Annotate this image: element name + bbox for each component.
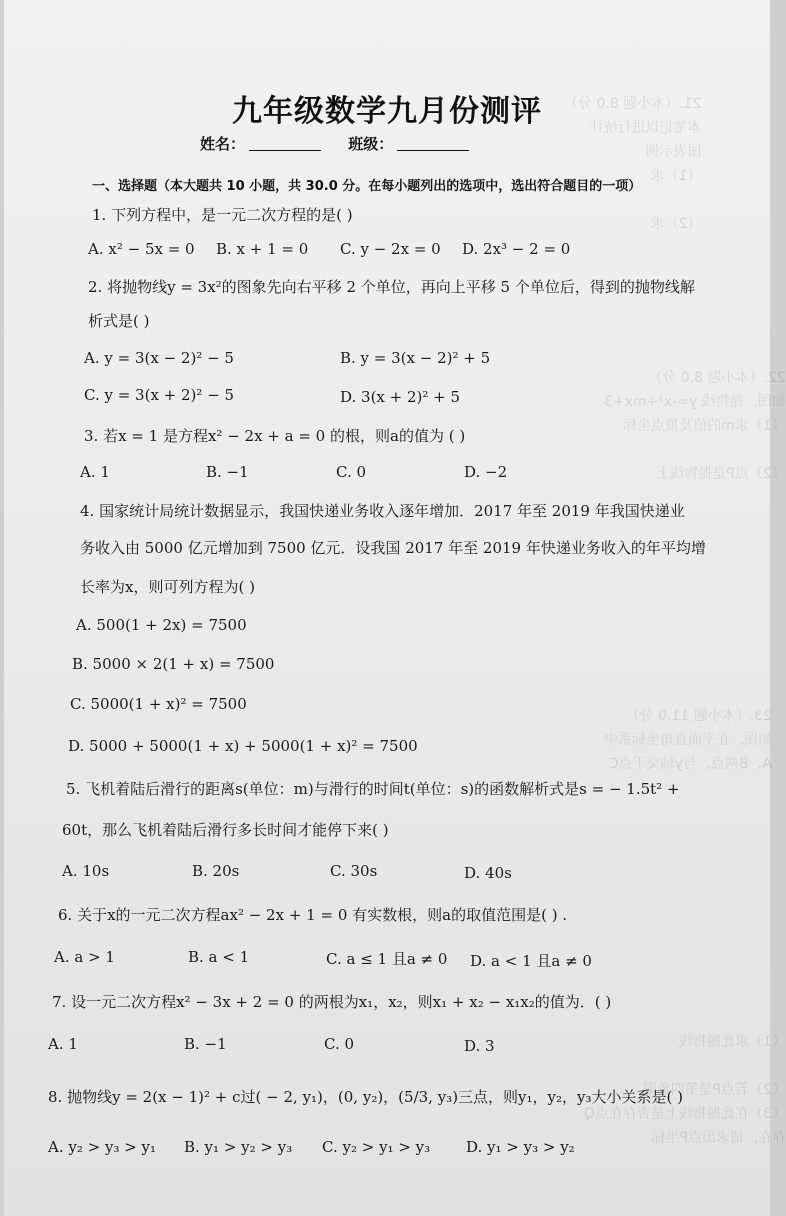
- question-8-option-a: A. y₂ > y₃ > y₁: [48, 1138, 157, 1156]
- name-label: 姓名：: [200, 135, 246, 153]
- question-3: 3. 若x = 1 是方程x² − 2x + a = 0 的根，则a的值为 ( ): [84, 427, 466, 445]
- question-3-option-d: D. −2: [464, 463, 508, 481]
- question-7-option-d: D. 3: [464, 1037, 495, 1055]
- question-7: 7. 设一元二次方程x² − 3x + 2 = 0 的两根为x₁，x₂，则x₁ + x₂ − x₁x₂的值为．( ): [52, 993, 612, 1011]
- question-3-option-a: A. 1: [80, 463, 110, 481]
- question-1-option-d: D. 2x³ − 2 = 0: [462, 240, 571, 258]
- question-8-option-d: D. y₁ > y₃ > y₂: [466, 1138, 575, 1156]
- question-6-option-c: C. a ≤ 1 且a ≠ 0: [326, 950, 448, 968]
- question-7-option-a: A. 1: [48, 1035, 78, 1053]
- class-blank: [397, 136, 469, 151]
- question-1-option-a: A. x² − 5x = 0: [88, 240, 195, 258]
- question-5-option-c: C. 30s: [330, 862, 378, 880]
- question-7-option-b: B. −1: [184, 1035, 227, 1053]
- question-4-option-a: A. 500(1 + 2x) = 7500: [76, 616, 247, 634]
- question-2-option-c: C. y = 3(x + 2)² − 5: [84, 386, 235, 404]
- question-6-option-b: B. a < 1: [188, 948, 250, 966]
- bleed-through-text: 23.（本小题 11.0 分） 如图，在平面直角坐标系中 A、B两点，与y轴交于点C: [604, 708, 772, 772]
- question-1-option-b: B. x + 1 = 0: [216, 240, 309, 258]
- bleed-through-text: 21.（本小题 8.0 分） 本笔记以进行统计 图表示例 （1）求 （2）求: [564, 96, 702, 232]
- question-8-option-c: C. y₂ > y₁ > y₃: [322, 1138, 431, 1156]
- question-2-option-d: D. 3(x + 2)² + 5: [340, 388, 461, 406]
- question-2-option-b: B. y = 3(x − 2)² + 5: [340, 349, 491, 367]
- question-5-option-b: B. 20s: [192, 862, 240, 880]
- question-8-option-b: B. y₁ > y₂ > y₃: [184, 1138, 293, 1156]
- question-4-option-b: B. 5000 × 2(1 + x) = 7500: [72, 655, 275, 673]
- question-5-option-d: D. 40s: [464, 864, 512, 882]
- question-3-option-b: B. −1: [206, 463, 249, 481]
- question-5-line-1: 5. 飞机着陆后滑行的距离s(单位：m)与滑行的时间t(单位：s)的函数解析式是s = − 1.5t² +: [66, 780, 680, 798]
- question-6-option-d: D. a < 1 且a ≠ 0: [470, 952, 592, 970]
- bleed-through-text: （1）求此抛物线 （2）若点P是第四象限 （3）在此抛物线上是否存在点Q 存在，请求出点P坐标: [584, 1034, 786, 1146]
- question-2-line-1: 2. 将抛物线y = 3x²的图象先向右平移 2 个单位，再向上平移 5 个单位后，得到的抛物线解: [88, 278, 695, 296]
- question-7-option-c: C. 0: [324, 1035, 355, 1053]
- student-info-line: [200, 133, 491, 154]
- question-4-line-3: 长率为x，则可列方程为( ): [80, 578, 255, 596]
- name-blank: [249, 136, 321, 151]
- question-1-option-c: C. y − 2x = 0: [340, 240, 441, 258]
- question-8: 8. 抛物线y = 2(x − 1)² + c过( − 2, y₁)，(0, y₂)，(5/3, y₃)三点，则y₁，y₂，y₃大小关系是( ): [48, 1088, 683, 1106]
- question-6: 6. 关于x的一元二次方程ax² − 2x + 1 = 0 有实数根，则a的取值范围是( ) .: [58, 906, 568, 924]
- page-title: 九年级数学九月份测评: [232, 94, 542, 129]
- question-5-line-2: 60t，那么飞机着陆后滑行多长时间才能停下来( ): [62, 821, 389, 839]
- exam-paper: [4, 0, 786, 1216]
- bleed-through-text: 22.（本小题 8.0 分） 如图，抛物线 y=-x²+mx+3 （1）求m的值及顶点坐标 （2）点P是抛物线上: [604, 370, 786, 482]
- question-4-line-2: 务收入由 5000 亿元增加到 7500 亿元．设我国 2017 年至 2019 年快递业务收入的年平均增: [80, 539, 706, 557]
- section-heading: 一、选择题（本大题共 10 小题，共 30.0 分。在每小题列出的选项中，选出符合题目的一项）: [92, 179, 642, 194]
- question-2-line-2: 析式是( ): [88, 312, 150, 330]
- question-3-option-c: C. 0: [336, 463, 367, 481]
- question-5-option-a: A. 10s: [62, 862, 110, 880]
- question-4-option-c: C. 5000(1 + x)² = 7500: [70, 695, 247, 713]
- question-1: 1. 下列方程中，是一元二次方程的是( ): [92, 206, 353, 224]
- question-6-option-a: A. a > 1: [54, 948, 115, 966]
- question-2-option-a: A. y = 3(x − 2)² − 5: [84, 349, 234, 367]
- question-4-option-d: D. 5000 + 5000(1 + x) + 5000(1 + x)² = 7500: [68, 737, 418, 755]
- question-4-line-1: 4. 国家统计局统计数据显示，我国快递业务收入逐年增加．2017 年至 2019 年我国快递业: [80, 502, 685, 520]
- class-label: 班级：: [348, 135, 394, 153]
